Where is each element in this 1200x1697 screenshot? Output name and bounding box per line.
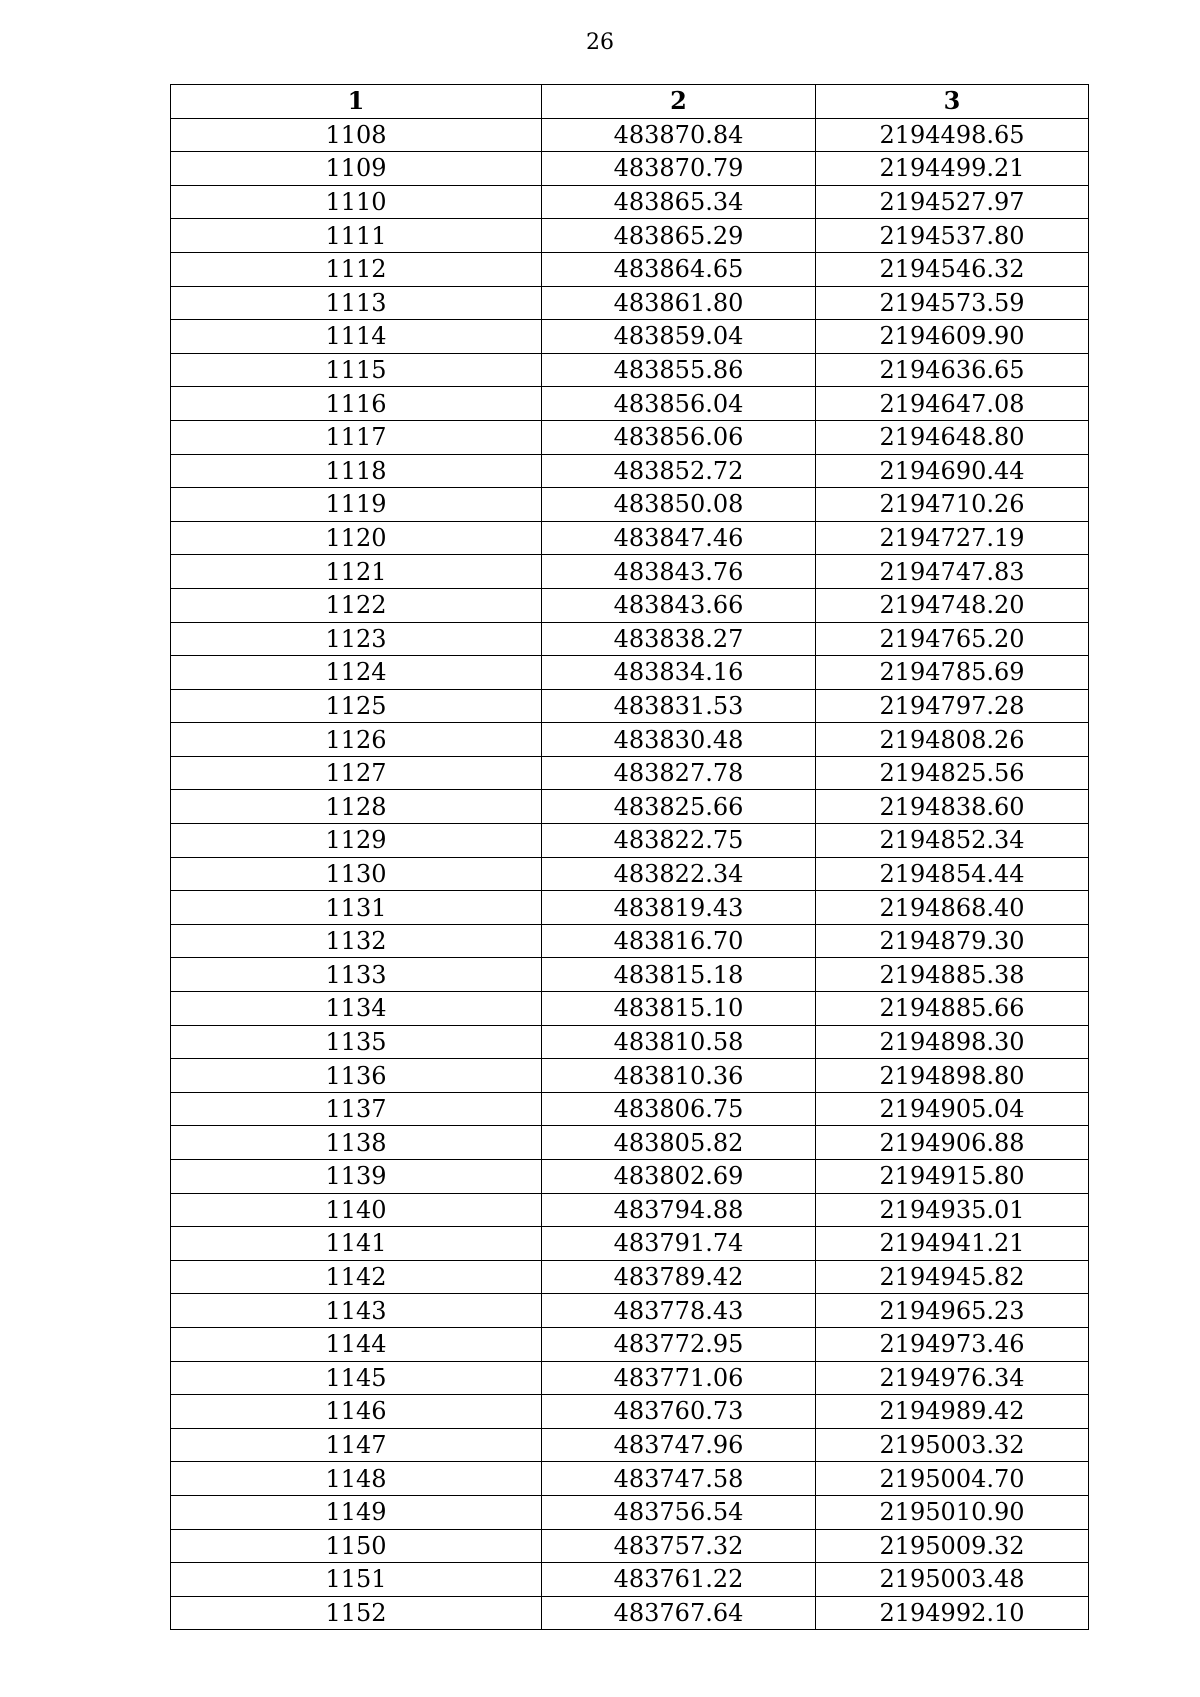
table-cell-col-2: 483806.75 bbox=[542, 1092, 816, 1126]
table-row bbox=[171, 488, 1089, 522]
column-header-3: 3 bbox=[816, 85, 1089, 119]
table-cell-col-3: 2194747.83 bbox=[816, 555, 1089, 589]
table-cell-col-2: 483819.43 bbox=[542, 891, 816, 925]
table-row bbox=[171, 790, 1089, 824]
table-cell-col-2: 483834.16 bbox=[542, 656, 816, 690]
table-row bbox=[171, 320, 1089, 354]
table-cell-col-3: 2194573.59 bbox=[816, 286, 1089, 320]
table-cell-col-3: 2194808.26 bbox=[816, 723, 1089, 757]
table-cell-col-1: 1125 bbox=[171, 689, 542, 723]
table-cell-col-2: 483802.69 bbox=[542, 1160, 816, 1194]
table-row bbox=[171, 1495, 1089, 1529]
table-cell-col-2: 483767.64 bbox=[542, 1596, 816, 1630]
table-cell-col-2: 483778.43 bbox=[542, 1294, 816, 1328]
table-cell-col-1: 1109 bbox=[171, 152, 542, 186]
table-cell-col-2: 483816.70 bbox=[542, 924, 816, 958]
table-cell-col-2: 483831.53 bbox=[542, 689, 816, 723]
table-cell-col-3: 2194885.66 bbox=[816, 992, 1089, 1026]
table-cell-col-3: 2194854.44 bbox=[816, 857, 1089, 891]
table-cell-col-2: 483791.74 bbox=[542, 1227, 816, 1261]
table-cell-col-1: 1138 bbox=[171, 1126, 542, 1160]
table-cell-col-3: 2194647.08 bbox=[816, 387, 1089, 421]
page-number: 26 bbox=[586, 30, 614, 55]
table-cell-col-2: 483825.66 bbox=[542, 790, 816, 824]
table-cell-col-3: 2194765.20 bbox=[816, 622, 1089, 656]
table-row bbox=[171, 857, 1089, 891]
table-cell-col-1: 1117 bbox=[171, 420, 542, 454]
table-cell-col-3: 2194748.20 bbox=[816, 588, 1089, 622]
table-cell-col-1: 1123 bbox=[171, 622, 542, 656]
table-cell-col-1: 1113 bbox=[171, 286, 542, 320]
table-row bbox=[171, 756, 1089, 790]
table-cell-col-1: 1122 bbox=[171, 588, 542, 622]
table-cell-col-2: 483861.80 bbox=[542, 286, 816, 320]
table-row bbox=[171, 1160, 1089, 1194]
table-cell-col-1: 1126 bbox=[171, 723, 542, 757]
table-row bbox=[171, 353, 1089, 387]
column-header-1: 1 bbox=[171, 85, 542, 119]
table-cell-col-2: 483747.58 bbox=[542, 1462, 816, 1496]
table-cell-col-1: 1150 bbox=[171, 1529, 542, 1563]
table-cell-col-2: 483761.22 bbox=[542, 1563, 816, 1597]
table-cell-col-2: 483855.86 bbox=[542, 353, 816, 387]
table-cell-col-3: 2194797.28 bbox=[816, 689, 1089, 723]
column-header-2: 2 bbox=[542, 85, 816, 119]
table-header-row bbox=[171, 85, 1089, 119]
table-cell-col-1: 1145 bbox=[171, 1361, 542, 1395]
table-cell-col-3: 2195003.48 bbox=[816, 1563, 1089, 1597]
table-row bbox=[171, 1395, 1089, 1429]
table-cell-col-2: 483810.58 bbox=[542, 1025, 816, 1059]
table-cell-col-2: 483830.48 bbox=[542, 723, 816, 757]
table-cell-col-2: 483843.66 bbox=[542, 588, 816, 622]
table-cell-col-3: 2195010.90 bbox=[816, 1495, 1089, 1529]
table-cell-col-2: 483852.72 bbox=[542, 454, 816, 488]
table-cell-col-2: 483760.73 bbox=[542, 1395, 816, 1429]
table-cell-col-3: 2194976.34 bbox=[816, 1361, 1089, 1395]
table-row bbox=[171, 555, 1089, 589]
table-row bbox=[171, 219, 1089, 253]
table-cell-col-1: 1132 bbox=[171, 924, 542, 958]
table-cell-col-2: 483838.27 bbox=[542, 622, 816, 656]
table-row bbox=[171, 1025, 1089, 1059]
table-cell-col-2: 483747.96 bbox=[542, 1428, 816, 1462]
table-cell-col-1: 1151 bbox=[171, 1563, 542, 1597]
table-cell-col-3: 2194898.80 bbox=[816, 1059, 1089, 1093]
table-row bbox=[171, 286, 1089, 320]
table-row bbox=[171, 252, 1089, 286]
table-cell-col-3: 2194710.26 bbox=[816, 488, 1089, 522]
table-row bbox=[171, 1059, 1089, 1093]
table-cell-col-3: 2194941.21 bbox=[816, 1227, 1089, 1261]
table-cell-col-2: 483789.42 bbox=[542, 1260, 816, 1294]
table-row bbox=[171, 689, 1089, 723]
table-cell-col-2: 483847.46 bbox=[542, 521, 816, 555]
table-cell-col-2: 483815.10 bbox=[542, 992, 816, 1026]
table-cell-col-1: 1116 bbox=[171, 387, 542, 421]
table-cell-col-1: 1143 bbox=[171, 1294, 542, 1328]
table-row bbox=[171, 1260, 1089, 1294]
table-row bbox=[171, 824, 1089, 858]
table-cell-col-1: 1135 bbox=[171, 1025, 542, 1059]
table-cell-col-2: 483822.75 bbox=[542, 824, 816, 858]
table-row bbox=[171, 992, 1089, 1026]
table-cell-col-1: 1140 bbox=[171, 1193, 542, 1227]
table-row bbox=[171, 1361, 1089, 1395]
table-cell-col-3: 2194945.82 bbox=[816, 1260, 1089, 1294]
table-cell-col-3: 2194915.80 bbox=[816, 1160, 1089, 1194]
table-cell-col-1: 1108 bbox=[171, 118, 542, 152]
coordinates-table bbox=[170, 84, 1089, 1630]
table-cell-col-2: 483865.34 bbox=[542, 185, 816, 219]
table-row bbox=[171, 152, 1089, 186]
table-cell-col-3: 2194906.88 bbox=[816, 1126, 1089, 1160]
table-cell-col-1: 1149 bbox=[171, 1495, 542, 1529]
table-cell-col-3: 2194935.01 bbox=[816, 1193, 1089, 1227]
table-cell-col-1: 1148 bbox=[171, 1462, 542, 1496]
table-row bbox=[171, 1596, 1089, 1630]
table-cell-col-2: 483815.18 bbox=[542, 958, 816, 992]
table-cell-col-3: 2194785.69 bbox=[816, 656, 1089, 690]
table-cell-col-3: 2194609.90 bbox=[816, 320, 1089, 354]
table-cell-col-3: 2194690.44 bbox=[816, 454, 1089, 488]
table-row bbox=[171, 723, 1089, 757]
table-row bbox=[171, 1428, 1089, 1462]
table-cell-col-3: 2194825.56 bbox=[816, 756, 1089, 790]
table-row bbox=[171, 1563, 1089, 1597]
table-cell-col-2: 483843.76 bbox=[542, 555, 816, 589]
table-cell-col-2: 483856.06 bbox=[542, 420, 816, 454]
table-cell-col-2: 483864.65 bbox=[542, 252, 816, 286]
table-cell-col-2: 483850.08 bbox=[542, 488, 816, 522]
table-cell-col-1: 1112 bbox=[171, 252, 542, 286]
table-row bbox=[171, 924, 1089, 958]
table-cell-col-2: 483756.54 bbox=[542, 1495, 816, 1529]
table-cell-col-3: 2194537.80 bbox=[816, 219, 1089, 253]
table-cell-col-1: 1152 bbox=[171, 1596, 542, 1630]
table-cell-col-3: 2194879.30 bbox=[816, 924, 1089, 958]
table-row bbox=[171, 1227, 1089, 1261]
table-row bbox=[171, 1092, 1089, 1126]
table-cell-col-1: 1144 bbox=[171, 1327, 542, 1361]
table-cell-col-2: 483856.04 bbox=[542, 387, 816, 421]
table-cell-col-2: 483870.79 bbox=[542, 152, 816, 186]
table-cell-col-3: 2194965.23 bbox=[816, 1294, 1089, 1328]
table-cell-col-3: 2194989.42 bbox=[816, 1395, 1089, 1429]
table-row bbox=[171, 1193, 1089, 1227]
table-cell-col-3: 2195003.32 bbox=[816, 1428, 1089, 1462]
table-cell-col-3: 2194898.30 bbox=[816, 1025, 1089, 1059]
table-cell-col-2: 483772.95 bbox=[542, 1327, 816, 1361]
table-row bbox=[171, 891, 1089, 925]
table-cell-col-3: 2194838.60 bbox=[816, 790, 1089, 824]
table-row bbox=[171, 1327, 1089, 1361]
table-row bbox=[171, 958, 1089, 992]
table-row bbox=[171, 387, 1089, 421]
table-cell-col-2: 483859.04 bbox=[542, 320, 816, 354]
table-cell-col-1: 1131 bbox=[171, 891, 542, 925]
table-cell-col-1: 1124 bbox=[171, 656, 542, 690]
table-cell-col-2: 483822.34 bbox=[542, 857, 816, 891]
table-cell-col-1: 1119 bbox=[171, 488, 542, 522]
table-cell-col-2: 483771.06 bbox=[542, 1361, 816, 1395]
table-cell-col-3: 2194498.65 bbox=[816, 118, 1089, 152]
table-cell-col-1: 1141 bbox=[171, 1227, 542, 1261]
table-cell-col-2: 483865.29 bbox=[542, 219, 816, 253]
table-cell-col-3: 2194905.04 bbox=[816, 1092, 1089, 1126]
table-cell-col-1: 1136 bbox=[171, 1059, 542, 1093]
table-cell-col-3: 2194885.38 bbox=[816, 958, 1089, 992]
table-cell-col-3: 2194727.19 bbox=[816, 521, 1089, 555]
table-cell-col-1: 1118 bbox=[171, 454, 542, 488]
table-row bbox=[171, 1462, 1089, 1496]
table-row bbox=[171, 521, 1089, 555]
table-row bbox=[171, 118, 1089, 152]
table-cell-col-1: 1128 bbox=[171, 790, 542, 824]
table-body bbox=[171, 118, 1089, 1630]
table-row bbox=[171, 454, 1089, 488]
table-cell-col-1: 1114 bbox=[171, 320, 542, 354]
table-row bbox=[171, 1294, 1089, 1328]
table-row bbox=[171, 185, 1089, 219]
table-cell-col-3: 2195004.70 bbox=[816, 1462, 1089, 1496]
table-row bbox=[171, 588, 1089, 622]
table-cell-col-2: 483870.84 bbox=[542, 118, 816, 152]
table-cell-col-1: 1142 bbox=[171, 1260, 542, 1294]
table-cell-col-2: 483794.88 bbox=[542, 1193, 816, 1227]
table-cell-col-1: 1120 bbox=[171, 521, 542, 555]
table-cell-col-3: 2194546.32 bbox=[816, 252, 1089, 286]
table-cell-col-3: 2194527.97 bbox=[816, 185, 1089, 219]
table-cell-col-1: 1121 bbox=[171, 555, 542, 589]
table-cell-col-3: 2194973.46 bbox=[816, 1327, 1089, 1361]
table-cell-col-2: 483827.78 bbox=[542, 756, 816, 790]
table-row bbox=[171, 622, 1089, 656]
table-cell-col-1: 1130 bbox=[171, 857, 542, 891]
table-row bbox=[171, 420, 1089, 454]
table-cell-col-3: 2194499.21 bbox=[816, 152, 1089, 186]
table-cell-col-1: 1129 bbox=[171, 824, 542, 858]
table-cell-col-1: 1139 bbox=[171, 1160, 542, 1194]
table-cell-col-3: 2194648.80 bbox=[816, 420, 1089, 454]
table-cell-col-1: 1127 bbox=[171, 756, 542, 790]
table-cell-col-3: 2194636.65 bbox=[816, 353, 1089, 387]
table-cell-col-3: 2194992.10 bbox=[816, 1596, 1089, 1630]
table-cell-col-2: 483810.36 bbox=[542, 1059, 816, 1093]
table-row bbox=[171, 1529, 1089, 1563]
table-cell-col-1: 1133 bbox=[171, 958, 542, 992]
table-cell-col-2: 483805.82 bbox=[542, 1126, 816, 1160]
table-cell-col-1: 1147 bbox=[171, 1428, 542, 1462]
table-cell-col-1: 1134 bbox=[171, 992, 542, 1026]
table-cell-col-1: 1111 bbox=[171, 219, 542, 253]
table-cell-col-1: 1146 bbox=[171, 1395, 542, 1429]
table-row bbox=[171, 1126, 1089, 1160]
table-cell-col-3: 2194852.34 bbox=[816, 824, 1089, 858]
table-cell-col-1: 1110 bbox=[171, 185, 542, 219]
table-cell-col-2: 483757.32 bbox=[542, 1529, 816, 1563]
table-row bbox=[171, 656, 1089, 690]
table-cell-col-3: 2194868.40 bbox=[816, 891, 1089, 925]
table-cell-col-1: 1115 bbox=[171, 353, 542, 387]
table-cell-col-1: 1137 bbox=[171, 1092, 542, 1126]
table-cell-col-3: 2195009.32 bbox=[816, 1529, 1089, 1563]
